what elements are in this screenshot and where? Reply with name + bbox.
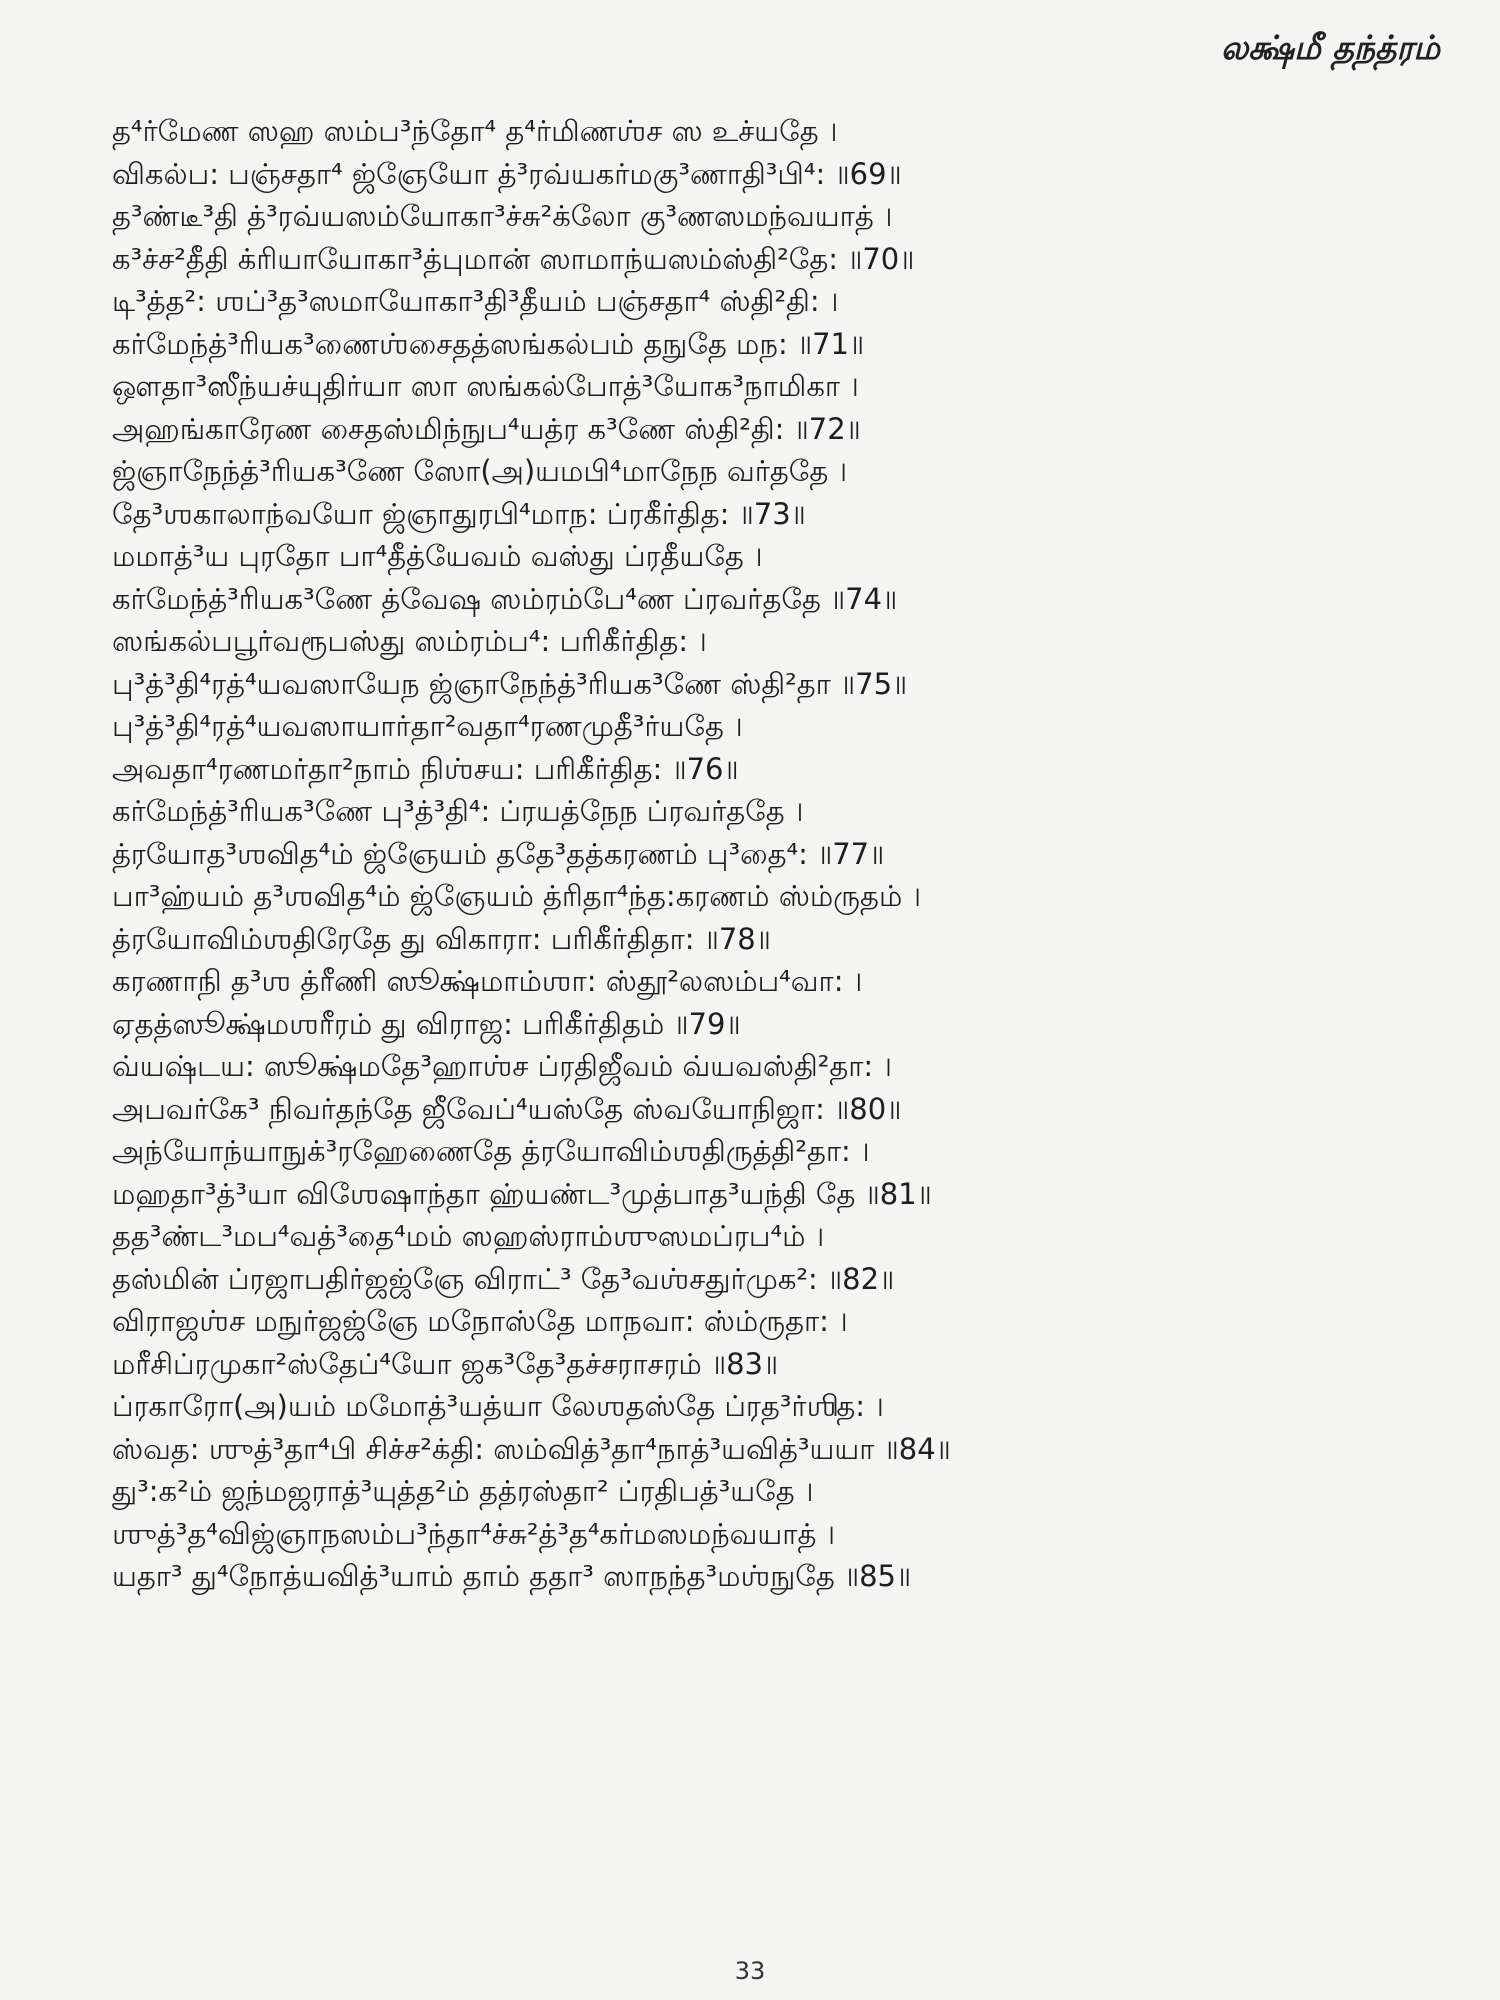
verse-line: ஸ்வத: ஶுத்³தா⁴பி சிச்ச²க்தி: ஸம்வித்³தா⁴நாத்³யவித்³யயா ॥84॥ xyxy=(112,1431,951,1466)
verse-line: டி³த்த²: ஶப்³த³ஸமாயோகா³தி³தீயம் பஞ்சதா⁴ ஸ்தி²தி: । xyxy=(112,284,839,318)
verse-line: மரீசிப்ரமுகா²ஸ்தேப்⁴யோ ஜக³தே³தச்சராசரம் ॥83॥ xyxy=(112,1346,779,1381)
verse-line: கர்மேந்த்³ரியக³ணே பு³த்³தி⁴: ப்ரயத்நேந ப்ரவர்ததே । xyxy=(112,794,804,828)
verse-line: அஹங்காரேண சைதஸ்மிந்நுப⁴யத்ர க³ணே ஸ்தி²தி: ॥72॥ xyxy=(112,411,861,446)
verse-line: த⁴ர்மேண ஸஹ ஸம்ப³ந்தோ⁴ த⁴ர்மிணஶ்ச ஸ உச்யதே । xyxy=(112,114,838,148)
verse-line: ஶுத்³த⁴விஜ்ஞாநஸம்ப³ந்தா⁴ச்சு²த்³த⁴கர்மஸமந்வயாத் । xyxy=(112,1516,836,1551)
verse-line: மமாத்³ய புரதோ பா⁴தீத்யேவம் வஸ்து ப்ரதீயதே । xyxy=(112,539,763,573)
verse-line: தஸ்மின் ப்ரஜாபதிர்ஜஜ்ஞே விராட்³ தே³வஶ்சதுர்முக²: ॥82॥ xyxy=(112,1261,895,1296)
verse-line: வ்யஷ்டய: ஸூக்ஷ்மதே³ஹாஶ்ச ப்ரதிஜீவம் வ்யவஸ்தி²தா: । xyxy=(112,1049,892,1083)
verse-line: அபவர்கே³ நிவர்தந்தே ஜீவேப்⁴யஸ்தே ஸ்வயோநிஜா: ॥80॥ xyxy=(112,1091,902,1126)
verse-line: விகல்ப: பஞ்சதா⁴ ஜ்ஞேயோ த்³ரவ்யகர்மகு³ணாதி³பி⁴: ॥69॥ xyxy=(112,156,902,191)
verse-line: ஸங்கல்பபூர்வரூபஸ்து ஸம்ரம்ப⁴: பரிகீர்தித: । xyxy=(112,624,707,658)
verse-line: து³:க²ம் ஜந்மஜராத்³யுத்த²ம் தத்ரஸ்தா² ப்ரதிபத்³யதே । xyxy=(112,1474,814,1508)
verse-line: ஜ்ஞாநேந்த்³ரியக³ணே ஸோ(அ)யமபி⁴மாநேந வர்ததே । xyxy=(112,454,848,488)
verse-line: ஔதா³ஸீந்யச்யுதிர்யா ஸா ஸங்கல்போத்³யோக³நாமிகா । xyxy=(112,369,859,403)
verse-line: க³ச்ச²தீதி க்ரியாயோகா³த்புமான் ஸாமாந்யஸம்ஸ்தி²தே: ॥70॥ xyxy=(112,241,915,276)
verse-line: ப்ரகாரோ(அ)யம் மமோத்³யத்யா லேஶதஸ்தே ப்ரத³ர்ஶித: । xyxy=(112,1389,884,1423)
verse-line: கர்மேந்த்³ரியக³ணே த்வேஷ ஸம்ரம்பே⁴ண ப்ரவர்ததே ॥74॥ xyxy=(112,581,898,616)
verse-line: த³ண்டீ³தி த்³ரவ்யஸம்யோகா³ச்சு²க்லோ கு³ணஸமந்வயாத் । xyxy=(112,199,893,233)
verse-line: பு³த்³தி⁴ரத்⁴யவஸாயேந ஜ்ஞாநேந்த்³ரியக³ணே ஸ்தி²தா ॥75॥ xyxy=(112,666,908,701)
verse-line: ஏதத்ஸூக்ஷ்மஶரீரம் து விராஜ: பரிகீர்திதம் ॥79॥ xyxy=(112,1006,741,1041)
verse-line: த்ரயோவிம்ஶதிரேதே து விகாரா: பரிகீர்திதா: ॥78॥ xyxy=(112,921,771,956)
verse-line: மஹதா³த்³யா விஶேஷாந்தா ஹ்யண்ட³முத்பாத³யந்தி தே ॥81॥ xyxy=(112,1176,932,1211)
verse-line: அவதா⁴ரணமர்தா²நாம் நிஶ்சய: பரிகீர்தித: ॥76॥ xyxy=(112,751,739,786)
verse-line: தே³ஶகாலாந்வயோ ஜ்ஞாதுரபி⁴மாந: ப்ரகீர்தித: ॥73॥ xyxy=(112,496,806,531)
verse-line: த்ரயோத³ஶவித⁴ம் ஜ்ஞேயம் ததே³தத்கரணம் பு³தை⁴: ॥77॥ xyxy=(112,836,885,871)
verse-line: விராஜஶ்ச மநுர்ஜஜ்ஞே மநோஸ்தே மாநவா: ஸ்ம்ருதா: । xyxy=(112,1304,848,1338)
page-number: 33 xyxy=(734,1957,766,1985)
verse-line: கரணாநி த³ஶ த்ரீணி ஸூக்ஷ்மாம்ஶா: ஸ்தூ²லஸம்ப⁴வா: । xyxy=(112,964,863,998)
verse-line: பா³ஹ்யம் த³ஶவித⁴ம் ஜ்ஞேயம் த்ரிதா⁴ந்த:கரணம் ஸ்ம்ருதம் । xyxy=(112,879,922,913)
verse-line: யதா³ து⁴நோத்யவித்³யாம் தாம் ததா³ ஸாநந்த³மஶ்நுதே ॥85॥ xyxy=(112,1559,912,1593)
running-header-title: லக்ஷ்மீ தந்த்ரம் xyxy=(1220,28,1440,67)
verse-line: தத³ண்ட³மப⁴வத்³தை⁴மம் ஸஹஸ்ராம்ஶுஸமப்ரப⁴ம் । xyxy=(112,1219,825,1253)
verse-line: பு³த்³தி⁴ரத்⁴யவஸாயார்தா²வதா⁴ரணமுதீ³ர்யதே । xyxy=(112,709,743,743)
verse-line: கர்மேந்த்³ரியக³ணைஶ்சைதத்ஸங்கல்பம் தநுதே மந: ॥71॥ xyxy=(112,326,865,361)
verse-block xyxy=(112,110,1452,1598)
verse-line: அந்யோந்யாநுக்³ரஹேணைதே த்ரயோவிம்ஶதிருத்தி²தா: । xyxy=(112,1134,870,1168)
